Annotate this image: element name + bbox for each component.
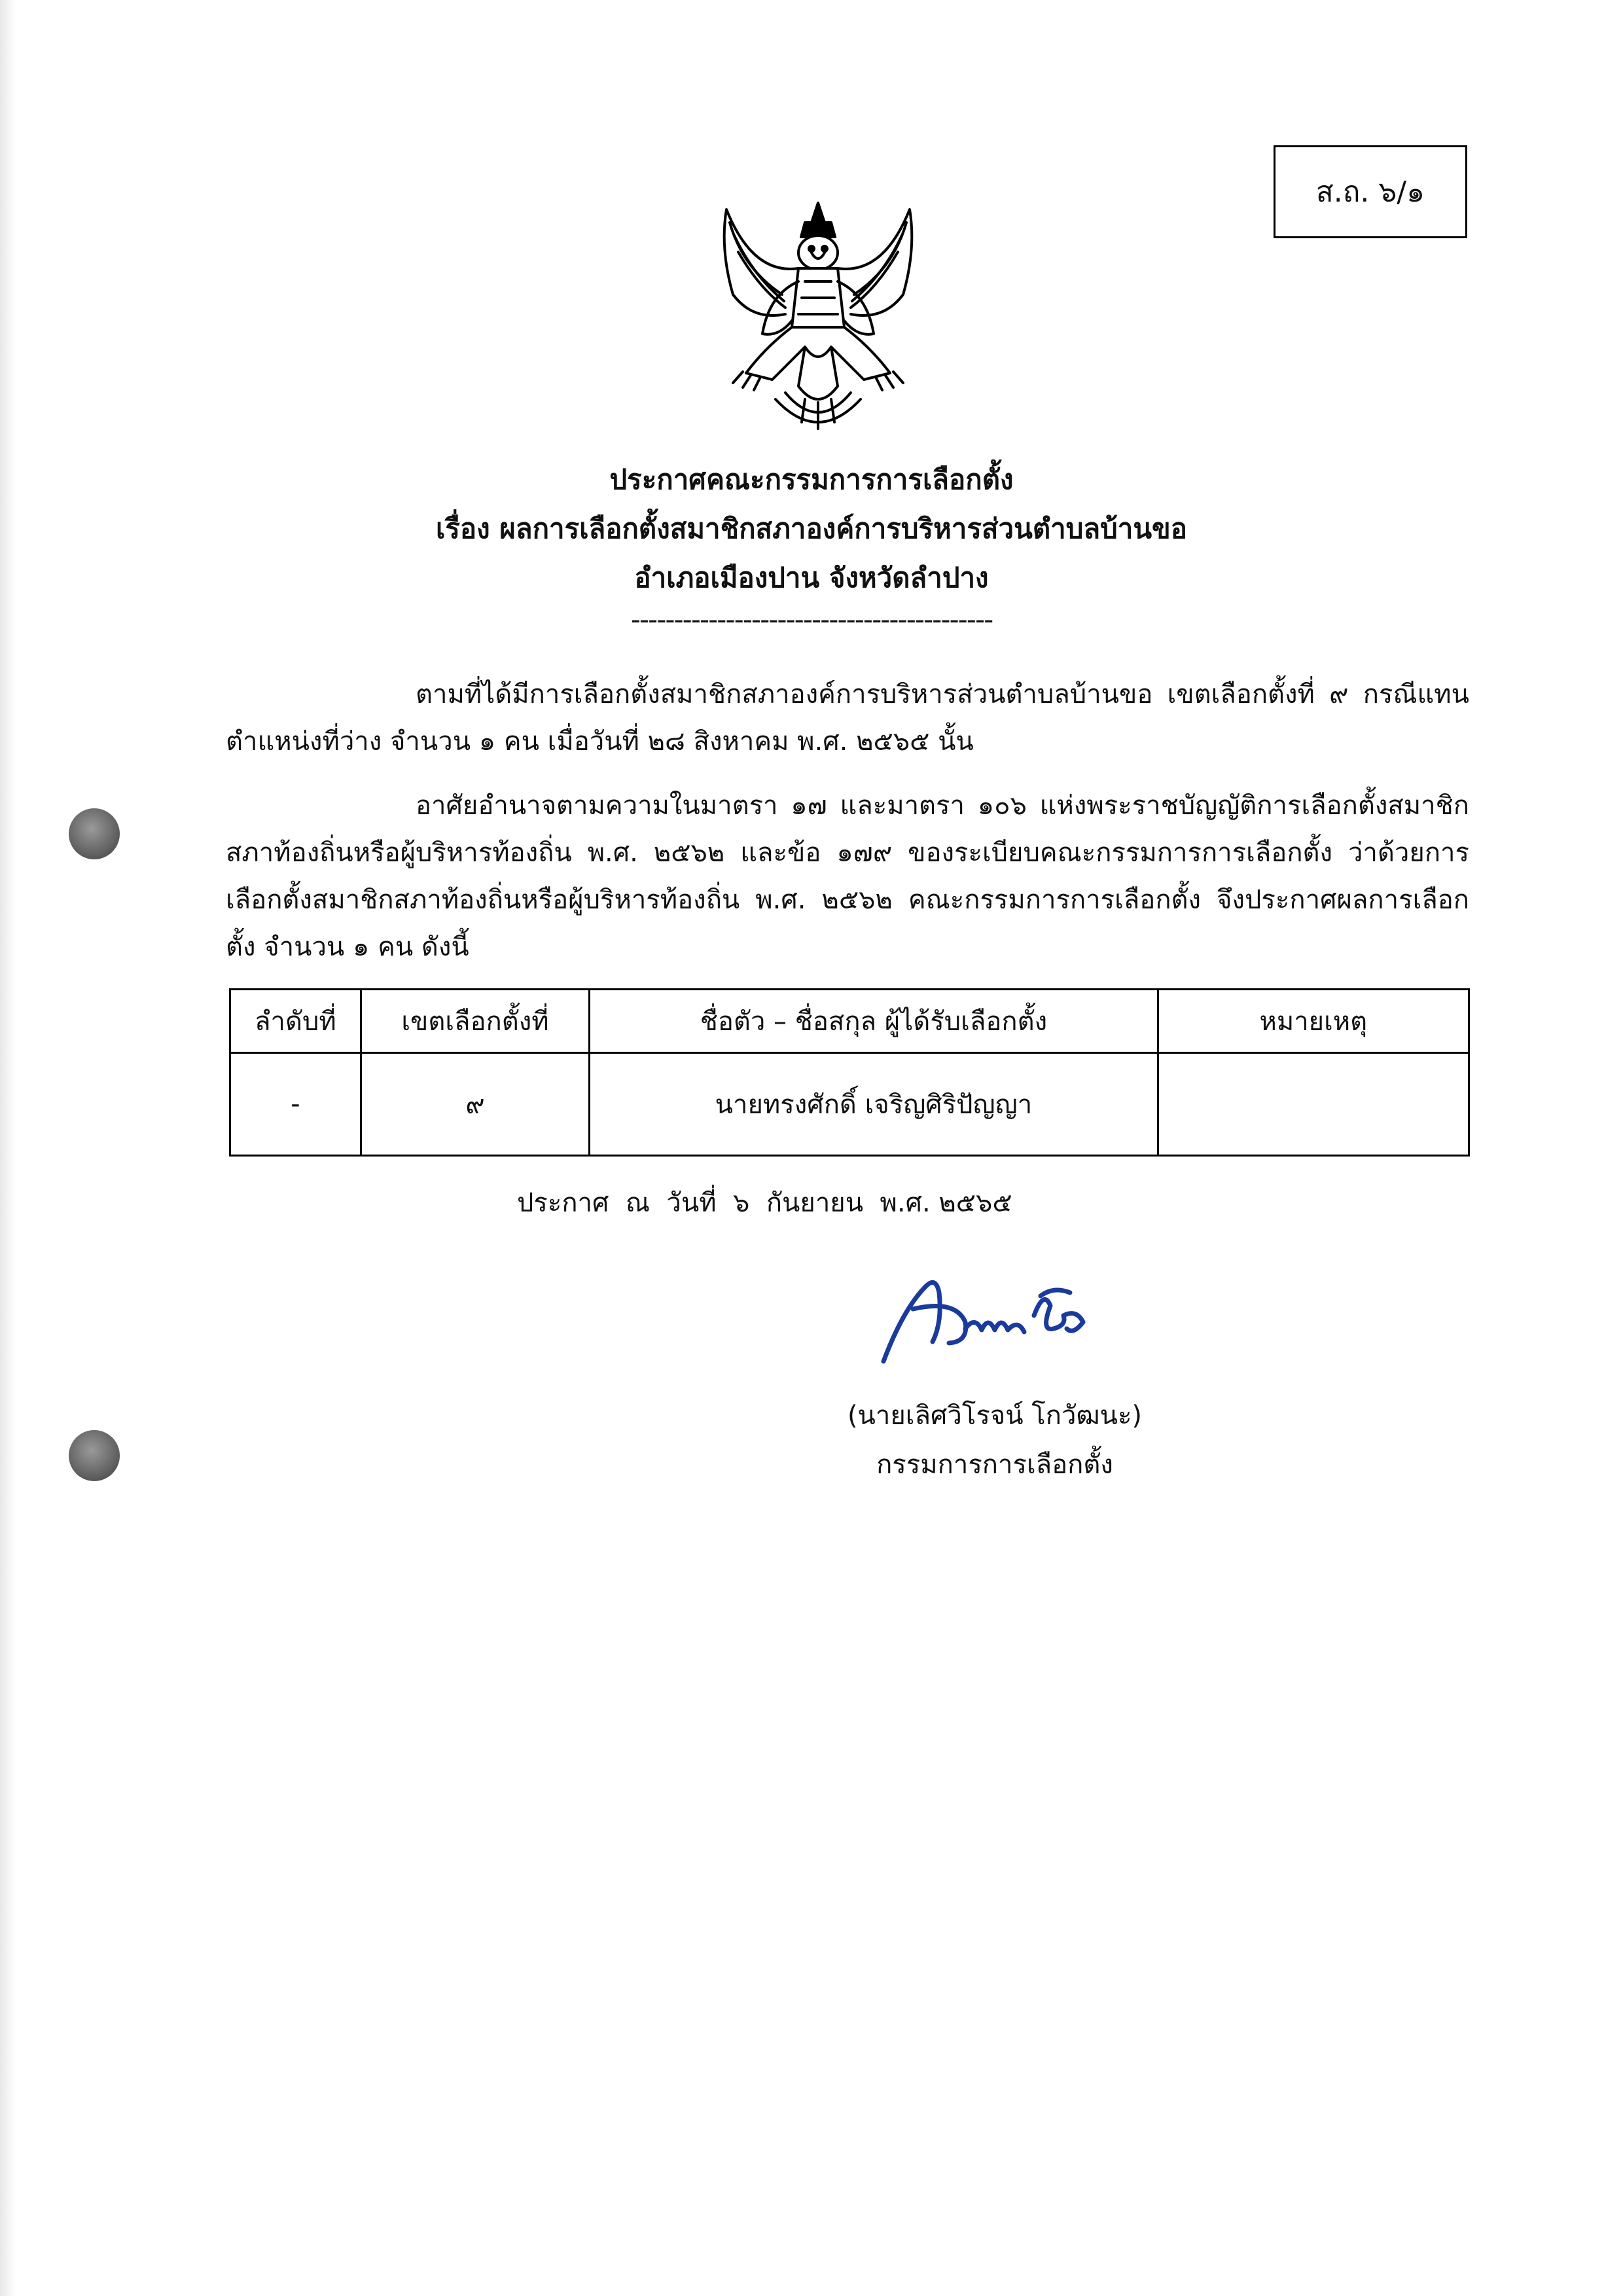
paragraph-1 <box>226 671 1469 765</box>
table-header-row <box>230 990 1469 1053</box>
heading-line-1: ประกาศคณะกรรมการการเลือกตั้ง <box>609 463 1014 495</box>
cell-remarks <box>1158 1053 1469 1156</box>
form-code-box <box>1274 145 1467 238</box>
header-remarks: หมายเหตุ <box>1158 990 1469 1053</box>
header-district: เขตเลือกตั้งที่ <box>361 990 589 1053</box>
signer-name: (นายเลิศวิโรจน์ โกวัฒนะ) <box>847 1401 1143 1431</box>
paragraph-2-text: อาศัยอำนาจตามความในมาตรา ๑๗ และมาตรา ๑๐๖ แห่งพระราชบัญญัติการเลือกตั้งสมาชิกสภาท้องถิ่นหรือผู้บริหารท้องถิ่น พ.ศ. ๒๕๖๒ และข้อ ๑๗๙ ของระเบียบคณะกรรมการการเลือกตั้ง ว่าด้วยการเลือกตั้งสมาชิกสภาท้องถิ่นหรือผู้บริหารท้องถิ่น พ.ศ. ๒๕๖๒ คณะกรรมการการเลือกตั้ง จึงประกาศผลการเลือกตั้ง จำนวน ๑ คน ดังนี้ <box>226 791 1469 962</box>
punch-hole-bottom <box>69 1430 120 1481</box>
cell-order: - <box>230 1053 361 1156</box>
form-code: ส.ถ. ๖/๑ <box>1315 175 1425 209</box>
results-table <box>229 988 1470 1157</box>
announce-date: ประกาศ ณ วันที่ ๖ กันยายน พ.ศ. ๒๕๖๕ <box>517 1188 1012 1218</box>
cell-name: นายทรงศักดิ์ เจริญศิริปัญญา <box>590 1053 1158 1156</box>
punch-hole-top <box>69 808 120 859</box>
signer-title: กรรมการการเลือกตั้ง <box>876 1450 1113 1480</box>
cell-district: ๙ <box>361 1053 589 1156</box>
garuda-emblem-icon <box>707 196 929 445</box>
heading-rule: ------------------------------------------ <box>630 603 993 636</box>
signature-icon <box>877 1270 1113 1374</box>
heading-line-3: อำเภอเมืองปาน จังหวัดลำปาง <box>634 562 989 594</box>
heading-line-2: เรื่อง ผลการเลือกตั้งสมาชิกสภาองค์การบริหารส่วนตำบลบ้านขอ <box>436 512 1187 545</box>
header-name: ชื่อตัว – ชื่อสกุล ผู้ได้รับเลือกตั้ง <box>590 990 1158 1053</box>
paragraph-2 <box>226 782 1469 971</box>
header-order: ลำดับที่ <box>230 990 361 1053</box>
table-row <box>230 1053 1469 1156</box>
scan-edge <box>0 0 16 2296</box>
paragraph-1-text: ตามที่ได้มีการเลือกตั้งสมาชิกสภาองค์การบริหารส่วนตำบลบ้านขอ เขตเลือกตั้งที่ ๙ กรณีแทนตำแหน่งที่ว่าง จำนวน ๑ คน เมื่อวันที่ ๒๘ สิงหาคม พ.ศ. ๒๕๖๕ นั้น <box>226 679 1469 757</box>
